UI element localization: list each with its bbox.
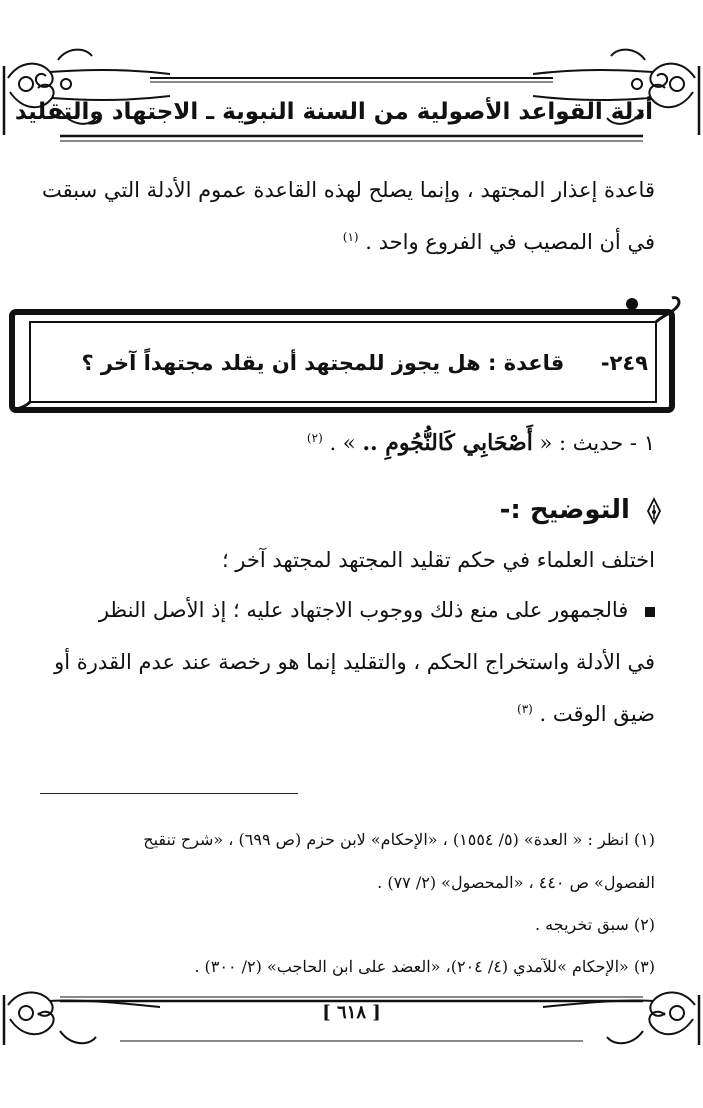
- footnote-ref-3[interactable]: (٣): [517, 702, 533, 716]
- footnote-2-number: (٢): [633, 915, 655, 934]
- bullet-square-icon: [645, 607, 655, 617]
- footnote-1-text: انظر : « العدة» (٥/ ١٥٥٤) ، «الإحكام» لابن حزم (ص ٦٩٩) ، «شرح تنقيح: [143, 830, 629, 849]
- page-number: [ ٦١٨ ]: [322, 1002, 381, 1023]
- clarification-bullet-line-2: في الأدلة واستخراج الحكم ، والتقليد إنما هو رخصة عند عدم القدرة أو: [54, 650, 655, 674]
- intro-line-2-text: في أن المصيب في الفروع واحد .: [365, 230, 655, 254]
- footnote-3: [30, 957, 655, 976]
- clarification-bullet-text-1: فالجمهور على منع ذلك ووجوب الاجتهاد عليه ؛ إذ الأصل النظر: [98, 598, 629, 622]
- footnote-ref-1[interactable]: (١): [342, 230, 359, 244]
- clarification-heading: [500, 490, 663, 530]
- footnote-2-text: سبق تخريجه .: [535, 915, 629, 934]
- rule-title: [40, 343, 648, 383]
- clarification-bullet-text-3: ضيق الوقت .: [539, 702, 655, 726]
- clarification-heading-text: التوضيح :-: [499, 495, 630, 525]
- footnote-1-line-1: [30, 830, 655, 849]
- pen-nib-icon: [645, 497, 663, 525]
- rule-question: قاعدة : هل يجوز للمجتهد أن يقلد مجتهداً آخر ؟: [81, 351, 565, 375]
- footnote-separator: [40, 793, 298, 794]
- footnote-2: [30, 915, 655, 934]
- footnote-1-line-2: الفصول» ص ٤٤٠ ، «المحصول» (٢/ ٧٧) .: [377, 873, 655, 892]
- clarification-intro: اختلف العلماء في حكم تقليد المجتهد لمجتهد آخر ؛: [221, 548, 655, 572]
- evidence-hadith: [307, 430, 655, 456]
- evidence-prefix: ١ - حديث : «: [539, 431, 655, 455]
- clarification-bullet-line-1: [30, 598, 655, 622]
- footnote-3-text: «الإحكام »للآمدي (٤/ ٢٠٤)، «العضد على ابن الحاجب» (٢/ ٣٠٠) .: [194, 957, 629, 976]
- intro-line-1: قاعدة إعذار المجتهد ، وإنما يصلح لهذه القاعدة عموم الأدلة التي سبقت: [42, 178, 655, 202]
- running-header-title: أدلة القواعد الأصولية من السنة النبوية ـ الاجتهاد والتقليد: [14, 99, 653, 125]
- footer-ornament: [0, 985, 703, 1085]
- footnote-ref-2[interactable]: (٢): [306, 431, 323, 445]
- rule-number: ٢٤٩-: [600, 351, 648, 375]
- intro-line-2: [30, 230, 655, 254]
- evidence-suffix: » .: [329, 431, 356, 455]
- rule-box-knob: [626, 298, 638, 310]
- footnote-3-number: (٣): [633, 957, 655, 976]
- clarification-bullet-line-3: [30, 702, 655, 726]
- footnote-1-number: (١): [633, 830, 655, 849]
- evidence-quote: أَصْحَابِي كَالنُّجُومِ ..: [362, 430, 533, 456]
